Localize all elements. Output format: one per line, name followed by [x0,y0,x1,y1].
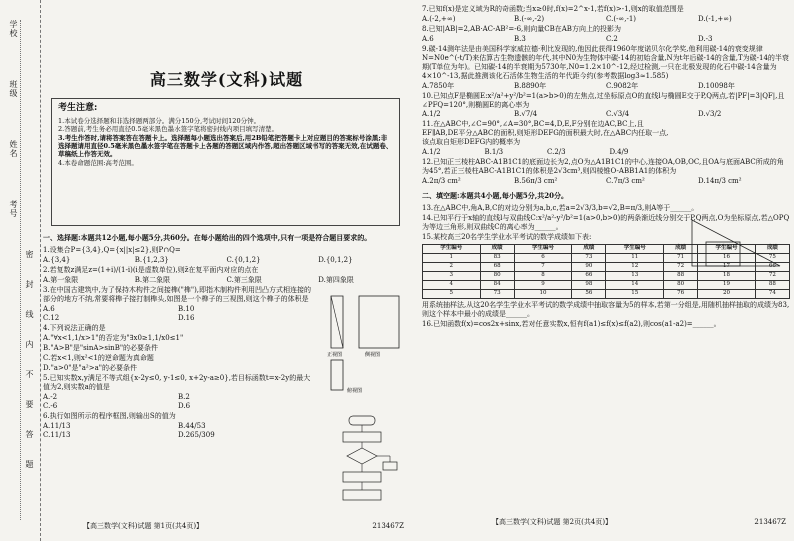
option: C.2 [606,34,618,43]
table-cell: 84 [480,280,514,289]
flowchart-figure [333,414,399,512]
options [422,82,790,91]
option: C.7π/3 cm² [606,177,645,186]
table-row [423,280,790,289]
table-cell: 6 [514,253,572,262]
table-cell: 90 [572,262,606,271]
table-cell: 7 [514,262,572,271]
three-view-figure [325,292,407,396]
binding-label: 答 [25,430,34,439]
view-label: 侧视图 [365,352,381,358]
table-cell: 19 [698,280,756,289]
binding-label: 要 [25,400,34,409]
notice-item: 1.本试卷分选择题和非选择题两部分。满分150分,考试时间120分钟。 [58,116,261,125]
question-7: 7.已知f(x)是定义域为R的奇函数;当x≥0时,f(x)=2^x-1,若f(x)>-1,则x的取值范围是 [422,5,684,13]
option: C.12 [43,314,60,323]
question-15: 15.某校高三20名学生学业水平考试的数学成绩如下表: [422,232,592,241]
options [43,305,313,314]
binding-label: 密 [25,250,34,259]
binding-label: 姓名 [9,140,18,158]
option: D.(-1,+∞) [698,14,732,23]
view-label: 俯视图 [347,388,363,394]
option: D.√3/2 [698,110,722,119]
option: C.(-∞,-1) [606,14,637,23]
table-cell: 73 [480,289,514,298]
notice-title: 考生注意: [58,103,98,114]
options [43,402,313,411]
triangle-figure [684,212,786,276]
table-cell: 66 [572,271,606,280]
option: C.9082年 [606,81,639,90]
option: A.2π/3 cm² [422,177,461,186]
option: C.第三象限 [226,276,262,285]
flow-decision [347,448,377,464]
option: C.若x<1,则x²<1的逆命题为真命题 [43,353,154,362]
binding-label: 班级 [9,80,18,98]
option: D.10098年 [698,81,735,90]
table-cell: 17 [698,262,756,271]
binding-margin [0,0,41,541]
table-header: 成绩 [664,244,698,253]
notice-box [51,98,400,226]
option: B.√7/4 [514,110,538,119]
options [422,110,790,119]
page-2: 7.已知f(x)是定义域为R的奇函数;当x≥0时,f(x)=2^x-1,若f(x)>-1,则x的取值范围是 A.(-2,+∞) B.(-∞,-2) C.(-∞,-1) D.(-1,+∞) 8.已知|AB|=2,AB·AC-AB²=-6,则向量CB在AB方向上的投影为 A.6 B.3 C.2 D.-3 9.碳-14测年法是由美国科学家威拉德·利比发现的,他因此获得1960年度诺贝尔化学奖,他利用碳-14的衰变规律N=N0e^(-t/T)来估算古生物遗骸的年代,其中N0为生物体中碳-14的初始含量,N为t年后碳-14的含量,T为碳-14的半衰期(T单位为年)。已知碳-14的半衰期为5730年,N0=1.2×10^-12,经过检测,一只在北极发现的化石中碳-14含量为4×10^-13,据此推测该化石活体生物生活的年代距今约(参考数据log3≈1.585) A.7850年 B.8890年 C.9082年 D.10098年 10.已知点F是椭圆E:x²/a²+y²/b²=1(a>b>0)的左焦点,过坐标原点O的直线l与椭圆E交于P,Q两点,若|PF|=3|QF|,且∠PFQ=120°,则椭圆E的离心率为 A.1/2 B.√7/4 C.√3/4 D.√3/2 11.在△ABC中,∠C=90°,∠A=30°,BC=4,D,E,F分别在边AC,BC上,且EF∥AB,DE平分△ABC的面积,则矩形DEFG的面积最大时,在△ABC内任取一点,该点取自矩形DEFG内的概率为 A.1/2 B.1/3 C.2/3 D.4/9 12.已知正三棱柱ABC-A1B1C1的底面边长为2,点O为△A1B1C1的中心,连接OA,OB,OC,且OA与底面ABC所成的角为45°,若正三棱柱ABC-A1B1C1的体积是2√3cm³,则四棱锥O-ABB1A1的体积为 A.2π/3 cm² B.56π/3 cm² C.7π/3 cm² D.14π/3 cm² 二、填空题:本题共4小题,每小题5分,共20分。 13.在△ABC中,角A,B,C的对边分别为a,b,c,若a=2√3/3,b=√2,B=π/3,则A等于______。 14.已知平行于x轴的直线l与双曲线C:x²/a²-y²/b²=1(a>0,b>0)的两条渐近线分别交于P,Q两点,O为坐标原点,若△OPQ为等边三角形,则双曲线C的离心率为______。 15.某校高三20名学生学业水平考试的数学成绩如下表: 学生编号 成绩 学生编号 成绩 学生编号 成绩 学生编号 成绩 1 83 6 73 11 71 16 75 2 68 7 90 12 72 17 66 3 80 8 66 13 88 18 72 4 84 9 98 14 80 19 88 5 73 10 56 15 76 20 74 用系统抽样法,从这20名学生学业水平考试的数学成绩中抽取容量为5的样本,若第一分组是,用随机抽样抽取的成绩为83,则这个样本中最小的成绩是______。 16.已知函数f(x)=cos2x+sinx,若对任意实数x,恒有f(a1)≤f(x)≤f(a2),则cos(a1-a2)=______。 【高三数学(文科)试题 第2页(共4页)】 213467Z [422,5,790,526]
table-cell: 13 [606,271,664,280]
triangle-abc [692,220,780,266]
option: B.44/53 [178,421,206,430]
option: A.7850年 [422,81,455,90]
question-4: 4.下列说法正确的是 [43,324,106,333]
table-cell: 9 [514,280,572,289]
table-cell: 72 [755,271,789,280]
table-header: 学生编号 [514,244,572,253]
table-cell: 10 [514,289,572,298]
table-cell: 71 [664,253,698,262]
page-1: 高三数学(文科)试题 考生注意: 1.本试卷分选择题和非选择题两部分。满分150分,考试时间120分钟。 2.答题前,考生务必用直径0.5毫米黑色墨水签字笔将密封线内项目填写清楚。 3.考生作答时,请将答案答在答题卡上。选择题每小题选出答案后,用2B铅笔把答题卡上对应题目的答案标号涂黑;非选择题请用直径0.5毫米黑色墨水签字笔在答题卡上各题的答题区域内作答,超出答题区域书写的答案无效,在试题卷、草稿纸上作答无效。 4.本卷命题范围:高考范围。 一、选择题:本题共12小题,每小题5分,共60分。在每小题给出的四个选项中,只有一项是符合题目要求的。 1.设集合P={3,4},Q={x||x|≤2},则P∩Q= A.{3,4} B.{1,2,3} C.{0,1,2} D.{0,1,2} 2.若复数z满足z=(1+i)/(1-i)(i是虚数单位),则z̄在复平面内对应的点在 A.第一象限 B.第二象限 C.第三象限 D.第四象限 3.在中国古建筑中,为了保持木构件之间接榫("榫"),即指木制构件利用凹凸方式相连接的部分的地方不纳,常要将榫子接打制榫头,如图是一个榫子的三视图,则这个榫子的体积是 A.6 B.10 C.12 D.16 4.下列说法正确的是 A."∀x<1,1/x>1"的否定为"∃x0≥1,1/x0≤1" B."A>B"是"sinA>sinB"的必要条件 C.若x<1,则x²<1的逆命题为真命题 D."a>0"是"a²>a"的必要条件 5.已知实数x,y满足不等式组{x-2y≤0, y-1≤0, x+2y-a≥0},若目标函数t=x-2y的最大值为2,则实数a的值是 A.-2 B.2 C.-6 D.6 6.执行如图所示的程序框图,则输出S的值为 A.11/13 B.44/53 C.11/13 D.265/309 正视图 侧视图 俯视图 【高三数学(文科)试题 第1页(共4页)】 213467Z [43,4,410,439]
option: A.(-2,+∞) [422,14,456,23]
option: B.2 [178,392,190,401]
question-14: 14.已知平行于x轴的直线l与双曲线C:x²/a²-y²/b²=1(a>0,b>0)的两条渐近线分别交于P,Q两点,O为坐标原点,若△OPQ为等边三角形,则双曲线C的离心率为______。 [422,214,790,231]
question-3: 3.在中国古建筑中,为了保持木构件之间接榫("榫"),即指木制构件利用凹凸方式相连接的部分的地方不纳,常要将榫子接打制榫头,如图是一个榫子的三视图,则这个榫子的体积是 [43,286,312,304]
option: B.(-∞,-2) [514,14,545,23]
table-cell: 2 [423,262,481,271]
table-cell: 80 [480,271,514,280]
options [43,314,313,323]
table-cell: 14 [606,280,664,289]
view-label: 正视图 [327,352,343,358]
option: A.6 [422,34,434,43]
table-cell: 76 [664,289,698,298]
option: B.10 [178,305,195,314]
notice-item: 3.考生作答时,请将答案答在答题卡上。选择题每小题选出答案后,用2B铅笔把答题卡上对应题目的答案标号涂黑;非选择题请用直径0.5毫米黑色墨水签字笔在答题卡上各题的答题区域内作答,超出答题区域书写的答案无效,在试题卷、草稿纸上作答无效。 [58,133,393,159]
table-header: 成绩 [480,244,514,253]
options [422,177,790,186]
exam-title: 高三数学(文科)试题 [149,70,304,89]
options [43,422,313,431]
table-cell: 11 [606,253,664,262]
flow-output [383,462,397,470]
option: B.1/3 [484,148,504,157]
rectangle-defg [706,242,740,266]
table-header: 学生编号 [698,244,756,253]
question-1: 1.设集合P={3,4},Q={x||x|≤2},则P∩Q= [43,246,181,255]
flow-body [343,472,381,482]
options [422,35,790,44]
table-cell: 3 [423,271,481,280]
options [43,256,410,265]
question-10: 10.已知点F是椭圆E:x²/a²+y²/b²=1(a>b>0)的左焦点,过坐标原点O的直线l与椭圆E交于P,Q两点,若|PF|=3|QF|,且∠PFQ=120°,则椭圆E的离心率为 [422,91,785,109]
option: A.-2 [43,392,58,401]
table-cell: 1 [423,253,481,262]
option: C.11/13 [43,430,71,439]
question-11: 11.在△ABC中,∠C=90°,∠A=30°,BC=4,D,E,F分别在边AC,BC上,且EF∥AB,DE平分△ABC的面积,则矩形DEFG的面积最大时,在△ABC内任取一点,该点取自矩形DEFG内的概率为 [422,120,669,147]
option: D.14π/3 cm² [698,177,742,186]
option: D.6 [178,401,191,410]
notice-item: 2.答题前,考生务必用直径0.5毫米黑色墨水签字笔将密封线内项目填写清楚。 [58,125,279,134]
top-view [331,360,343,390]
option: B."A>B"是"sinA>sinB"的必要条件 [43,343,159,352]
section-heading: 二、填空题:本题共4小题,每小题5分,共20分。 [422,191,568,201]
notice-item: 4.本卷命题范围:高考范围。 [58,158,138,167]
table-header: 成绩 [755,244,789,253]
table-cell: 66 [755,262,789,271]
table-cell: 5 [423,289,481,298]
table-header: 学生编号 [606,244,664,253]
question-13: 13.在△ABC中,角A,B,C的对边分别为a,b,c,若a=2√3/3,b=√2,B=π/3,则A等于______。 [422,204,699,213]
options [422,148,672,157]
option: C.2/3 [547,148,566,157]
binding-label: 不 [25,370,34,379]
table-cell: 80 [664,280,698,289]
table-cell: 4 [423,280,481,289]
table-header: 学生编号 [423,244,481,253]
question-9: 9.碳-14测年法是由美国科学家威拉德·利比发现的,他因此获得1960年度诺贝尔化学奖,他利用碳-14的衰变规律N=N0e^(-t/T)来估算古生物遗骸的年代,其中N0为生物体中碳-14的初始含量,N为t年后碳-14的含量,T为碳-14的半衰期(T单位为年)。已知碳-14的半衰期为5730年,N0=1.2×10^-12,经过检测,一只在北极发现的化石中碳-14含量为4×10^-13,据此推测该化石活体生物生活的年代距今约(参考数据log3≈1.585) [422,44,789,80]
option: B.56π/3 cm² [514,177,558,186]
table-header: 成绩 [572,244,606,253]
binding-label: 线 [25,310,34,319]
flow-init [343,432,381,442]
question-8: 8.已知|AB|=2,AB·AC-AB²=-6,则向量CB在AB方向上的投影为 [422,24,621,33]
option: C.-6 [43,401,58,410]
options [43,276,410,285]
option: D.{0,1,2} [318,256,353,265]
option: D.265/309 [178,430,215,439]
options [43,431,313,440]
binding-label: 内 [25,340,34,349]
section-heading: 一、选择题:本题共12小题,每小题5分,共60分。在每小题给出的四个选项中,只有一项是符合题目要求的。 [43,233,372,243]
table-cell: 12 [606,262,664,271]
option: C.√3/4 [606,110,630,119]
binding-label: 考号 [9,200,18,218]
option: B.{1,2,3} [134,256,169,265]
table-cell: 73 [572,253,606,262]
option: D.-3 [698,34,713,43]
question-16: 16.已知函数f(x)=cos2x+sinx,若对任意实数x,恒有f(a1)≤f(x)≤f(a2),则cos(a1-a2)=______。 [422,319,721,328]
table-cell: 98 [572,280,606,289]
option: C.{0,1,2} [226,256,261,265]
option: D."a>0"是"a²>a"的必要条件 [43,363,137,372]
binding-label: 学校 [9,20,18,38]
table-cell: 18 [698,271,756,280]
table-cell: 56 [572,289,606,298]
table-cell: 88 [664,271,698,280]
option: A.第一象限 [43,276,79,285]
option: D.16 [178,314,195,323]
options [43,393,313,402]
flow-step [343,490,381,500]
table-cell: 15 [606,289,664,298]
question-6: 6.执行如图所示的程序框图,则输出S的值为 [43,411,176,420]
table-cell: 8 [514,271,572,280]
table-cell: 74 [755,289,789,298]
flow-start [349,416,375,425]
table-cell: 75 [755,253,789,262]
option: B.8890年 [514,81,547,90]
option: A.6 [43,305,55,314]
option: A.{3,4} [43,256,71,265]
question-12: 12.已知正三棱柱ABC-A1B1C1的底面边长为2,点O为△A1B1C1的中心,连接OA,OB,OC,且OA与底面ABC所成的角为45°,若正三棱柱ABC-A1B1C1的体积是2√3cm³,则四棱锥O-ABB1A1的体积为 [422,158,784,176]
table-cell: 72 [664,262,698,271]
seal-line [20,20,22,520]
binding-label: 题 [25,460,34,469]
option: D.4/9 [609,148,629,157]
option: A.1/2 [422,148,441,157]
option: B.3 [514,34,526,43]
table-cell: 16 [698,253,756,262]
table-cell: 20 [698,289,756,298]
question-15-tail: 用系统抽样法,从这20名学生学业水平考试的数学成绩中抽取容量为5的样本,若第一分组是,用随机抽样抽取的成绩为83,则这个样本中最小的成绩是______。 [422,300,790,318]
option: D.第四象限 [318,276,354,285]
table-cell: 68 [480,262,514,271]
question-5: 5.已知实数x,y满足不等式组{x-2y≤0, y-1≤0, x+2y-a≥0},若目标函数t=x-2y的最大值为2,则实数a的值是 [43,373,311,391]
option: B.第二象限 [134,276,171,285]
table-cell: 83 [480,253,514,262]
table-row [423,289,790,298]
question-2: 2.若复数z满足z=(1+i)/(1-i)(i是虚数单位),则z̄在复平面内对应的点在 [43,266,259,275]
options [422,15,790,24]
side-view [359,296,399,348]
option: A.1/2 [422,110,441,119]
binding-label: 封 [25,280,34,289]
option: A."∀x<1,1/x>1"的否定为"∃x0≥1,1/x0≤1" [43,334,184,342]
table-cell: 88 [755,280,789,289]
option: A.11/13 [43,421,71,430]
